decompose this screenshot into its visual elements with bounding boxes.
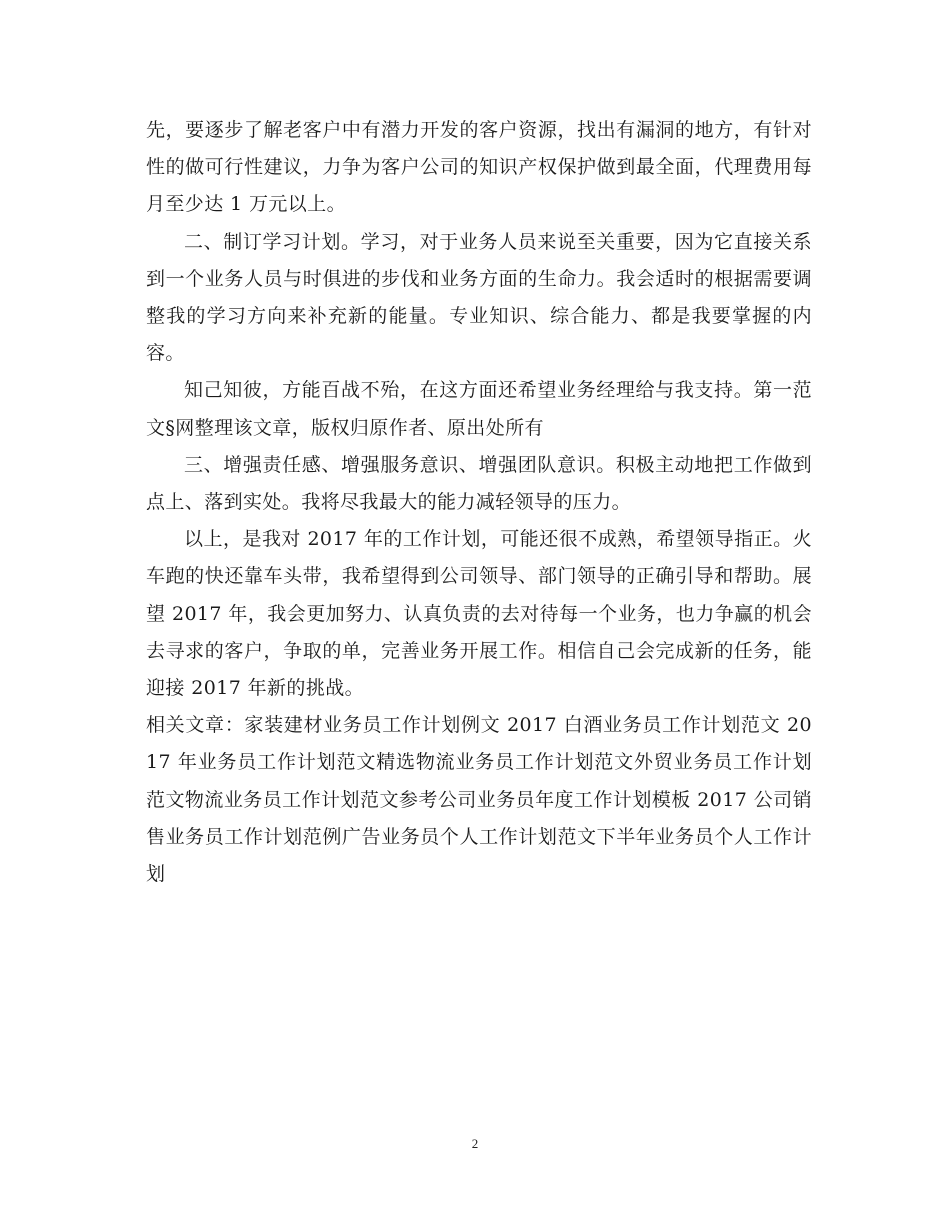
paragraph-know-yourself: 知己知彼，方能百战不殆，在这方面还希望业务经理给与我支持。第一范文§网整理该文章，版权归原作者、原出处所有 [146,379,812,439]
paragraph-study-plan: 二、制订学习计划。学习，对于业务人员来说至关重要，因为它直接关系到一个业务人员与时俱进的步伐和业务方面的生命力。我会适时的根据需要调整我的学习方向来补充新的能量。专业知识、综合能力、都是我要掌握的内容。 [146,230,812,365]
paragraph-conclusion: 以上，是我对 2017 年的工作计划，可能还很不成熟，希望领导指正。火车跑的快还靠车头带，我希望得到公司领导、部门领导的正确引导和帮助。展望 2017 年，我会更加努力、认真负责的去对待每一个业务，也力争赢的机会去寻求的客户，争取的单，完善业务开展工作。相信自己会完成新的任务，能迎接 2017 年新的挑战。 [146,528,812,700]
paragraph-continuation: 先，要逐步了解老客户中有潜力开发的客户资源，找出有漏洞的地方，有针对性的做可行性建议，力争为客户公司的知识产权保护做到最全面，代理费用每月至少达 1 万元以上。 [146,119,812,216]
paragraph-responsibility: 三、增强责任感、增强服务意识、增强团队意识。积极主动地把工作做到点上、落到实处。我将尽我最大的能力减轻领导的压力。 [146,453,812,514]
paragraph-related-articles: 相关文章：家装建材业务员工作计划例文 2017 白酒业务员工作计划范文 2017 年业务员工作计划范文精选物流业务员工作计划范文外贸业务员工作计划范文物流业务员工作计划范文参考公司业务员年度工作计划模板 2017 公司销售业务员工作计划范例广告业务员个人工作计划范文下半年业务员个人工作计划 [146,714,812,886]
page-number: 2 [471,1136,479,1151]
document-body [146,112,812,893]
